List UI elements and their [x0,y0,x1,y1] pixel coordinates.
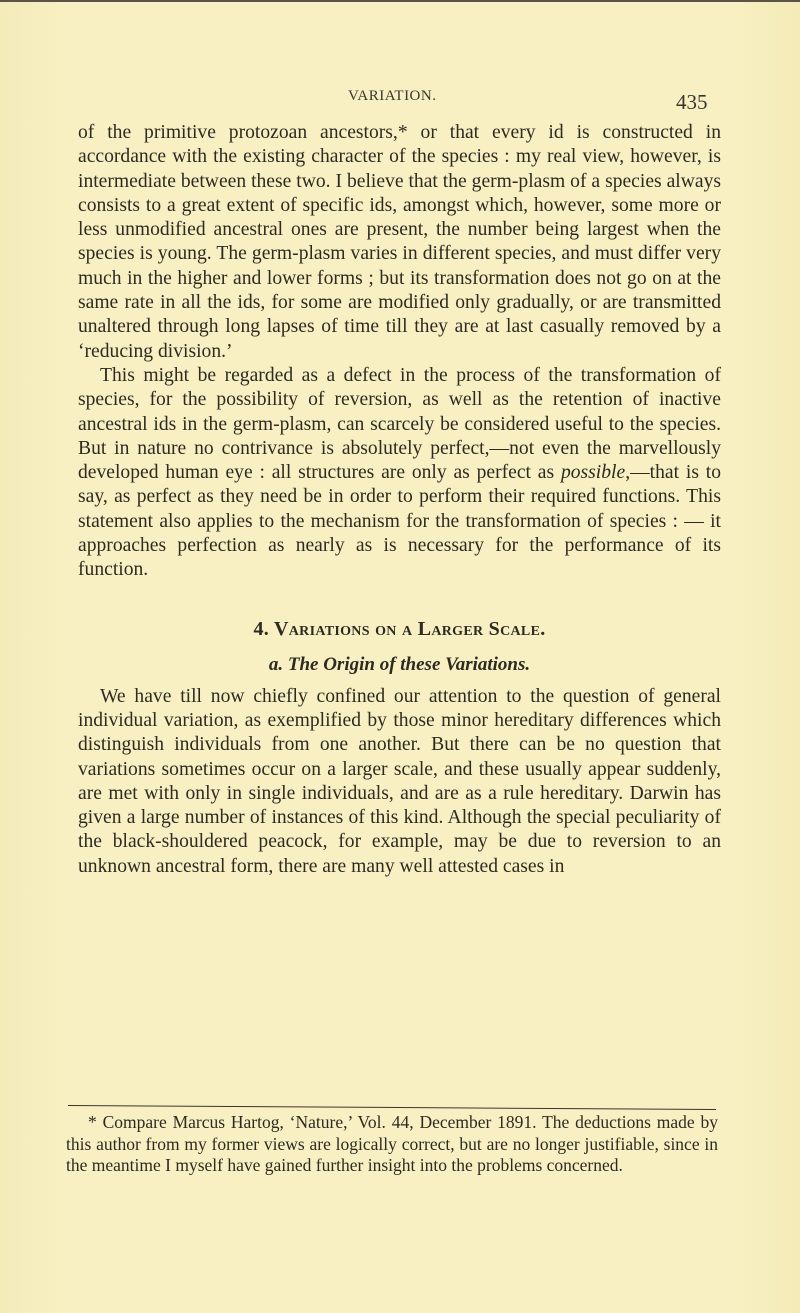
paragraph-text: of the primitive protozoan ancestors,* or that every id is constructed in accordance with the existing character of the species : my real view, however, is intermediate between these two. I believe that the germ-plasm of a species always consists to a great extent of specific ids, amongst which, however, some more or less unmodified ancestral ones are present, the number being largest when the species is young. The germ-plasm varies in different species, and must differ very much in the higher and lower forms ; but its transformation does not go on at the same rate in all the ids, for some are modified only gradually, or are transmitted unaltered through long lapses of time till they are at last casually removed by a ‘reducing division.’ [78,122,721,362]
section-heading: 4. Variations on a Larger Scale. [253,617,546,640]
paragraph [78,364,721,583]
footnote-text: * Compare Marcus Hartog, ‘Nature,’ Vol. 44, December 1891. The deductions made by this author from my former views are logically correct, but are no longer justifiable, since in the meantime I myself have gained further insight into the problems concerned. [66,1112,718,1175]
paragraph-text: ,—that is to say, as perfect as they need be in order to perform their required functions. This statement also applies to the mechanism for the transformation of species : — it approaches perfection as nearly as is necessary for the performance of its function. [78,462,721,581]
body-text [78,121,721,879]
running-title: VARIATION. [348,88,437,104]
emphasis-text: possible [560,462,626,484]
subsection-heading: a. The Origin of these Variations. [268,653,531,675]
paragraph-continued [78,121,721,364]
paragraph-text: We have till now chiefly confined our attention to the question of general individual variation, as exemplified by those minor hereditary differences which distinguish individuals from one another. But there can be no question that variations sometimes occur on a larger scale, and these usually appear suddenly, are met with only in single individuals, and are as a rule hereditary. Darwin has given a large number of instances of this kind. Although the special peculiarity of the black-shouldered peacock, for example, may be due to reversion to an unknown ancestral form, there are many well attested cases in [78,685,721,877]
footnote [66,1112,718,1177]
scan-top-edge [0,0,800,2]
running-head [0,88,800,112]
footnote-divider [68,1105,716,1110]
paragraph-text: This might be regarded as a defect in the process of the transformation of species, for the possibility of reversion, as well as the retention of inactive ancestral ids in the germ-plasm, can scarcely be considered useful to the species. But in nature no contrivance is absolutely perfect,—not even the marvellously developed human eye : all structures are only as perfect as [78,364,721,484]
page-number: 435 [676,90,708,114]
paragraph [78,685,721,879]
